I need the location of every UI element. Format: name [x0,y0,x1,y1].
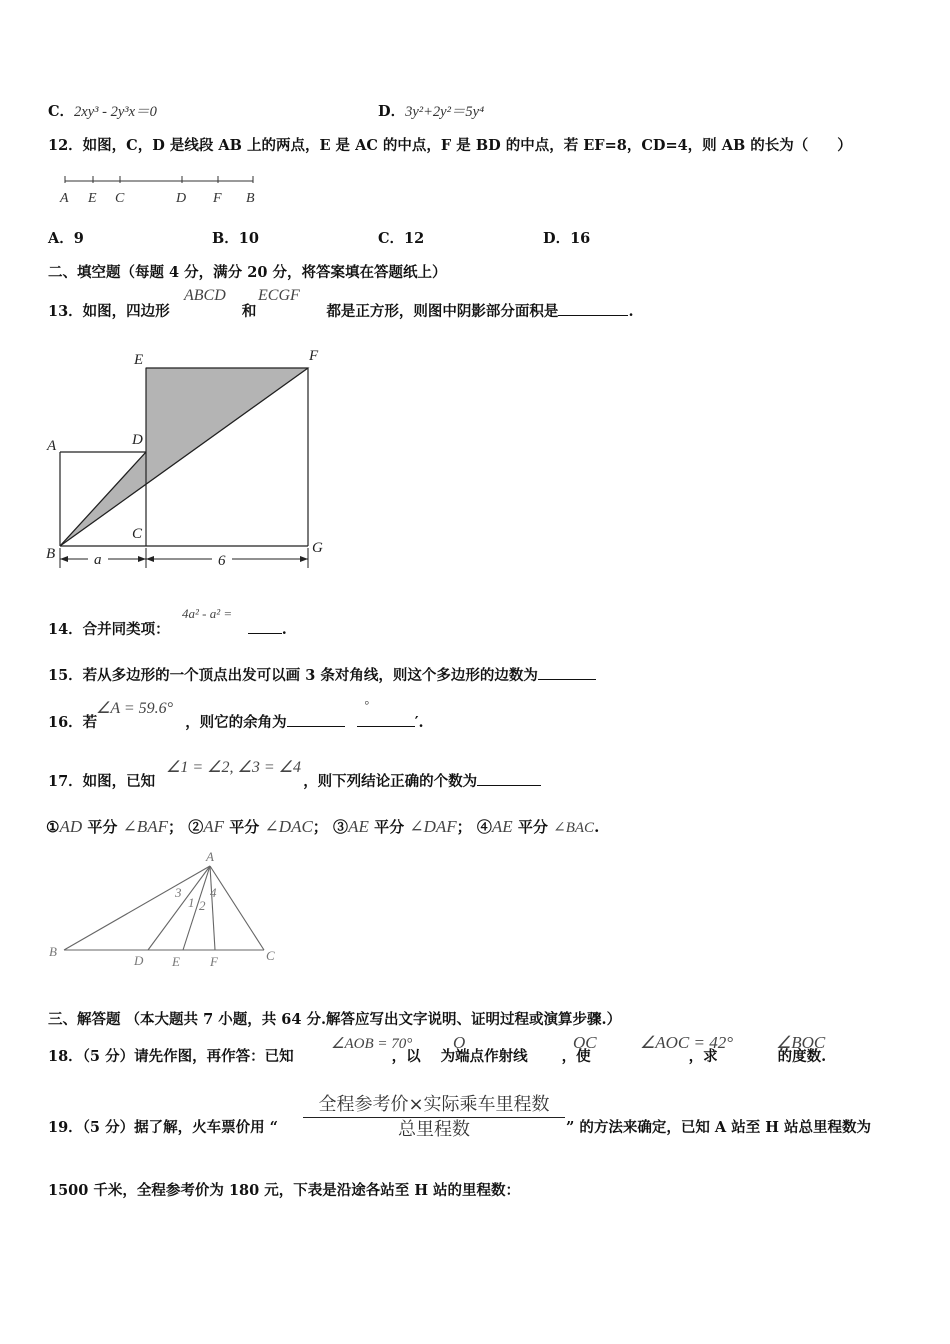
q12-label-c: C [115,191,125,206]
q16-angle-expression: ∠A = 59.6° [96,700,174,717]
q17-triangle-figure [44,846,294,971]
q17-label-angle-3: 3 [175,885,182,900]
q17-segment-af [210,866,215,950]
q13-label-d: D [132,432,143,448]
q18-angle-aob: ∠AOB = 70° [331,1036,413,1052]
q19-question-prefix: 19．（5 分）据了解，火车票价用 “ [48,1119,278,1136]
q13-label-b: B [46,546,56,562]
q13-arrow-head [138,556,146,562]
q12-label-a: A [60,191,69,206]
q17-label-angle-1: 1 [188,895,195,910]
q11-option-d: D．3y²+2y²＝5y⁴ [378,103,485,120]
q12-label-e: E [88,191,97,206]
q19-question-suffix: ” 的方法来确定，已知 A 站至 H 站总里程数为 [566,1119,872,1136]
q12-option-b: B．10 [212,230,259,247]
q11-option-c: C．2xy³ - 2y³x＝0 [48,103,157,120]
q19-question-line2: 1500 千米，全程参考价为 180 元，下表是沿途各站至 H 站的里程数： [48,1182,521,1199]
q17-label-e: E [172,954,180,969]
q17-answer-blank [477,771,541,786]
q12-option-c: C．12 [378,230,425,247]
q17-question: 17．如图，已知 ，则下列结论正确的个数为 [48,771,541,792]
q19-fraction-numerator: 全程参考价×实际乘车里程数 [303,1090,565,1118]
q18-question: 18．（5 分）请先作图，再作答：已知 ，以 为端点作射线 ，使 ，求 的度数. [48,1048,827,1065]
q19-fraction-denominator: 总里程数 [398,1119,470,1140]
q16-question: 16．若 ，则它的余角为 ′. [48,714,424,731]
q12-option-d: D．16 [543,230,591,247]
q12-segment-figure [55,172,275,212]
section2-title: 二、填空题（每题 4 分，满分 20 分，将答案填在答题纸上） [48,264,447,281]
q13-label-f: F [309,348,319,364]
q18-ray-oc: OC [573,1033,597,1052]
q17-label-b: B [49,944,57,959]
q16-degree-mark: ° [364,698,369,712]
q18-angle-boc: ∠BOC [776,1033,826,1052]
q12-label-f: F [213,191,222,206]
q15-answer-blank [538,665,596,680]
section3-title: 三、解答题 （本大题共 7 小题，共 64 分.解答应写出文字说明、证明过程或演算步骤.） [48,1011,622,1028]
q13-label-g: G [312,540,323,556]
q13-arrow-head [146,556,154,562]
q12-label-b: B [246,191,255,206]
q17-label-c: C [266,948,275,963]
q18-point-o: O [453,1033,466,1052]
q13-arrow-head [300,556,308,562]
q16-degree-blank [287,712,345,727]
q12-option-a: A．9 [48,230,84,247]
q13-arrow-head [60,556,68,562]
q17-label-angle-4: 4 [210,885,217,900]
q13-label-e: E [134,352,144,368]
q14-question: 14．合并同类项： . [48,621,287,638]
q13-label-a-length: a [94,552,102,568]
q13-label-a: A [47,438,57,454]
q13-question: 13．如图，四边形 和 都是正方形，则图中阴影部分面积是 . [48,303,634,320]
q15-question: 15．若从多边形的一个顶点出发可以画 3 条对角线，则这个多边形的边数为 [48,665,596,686]
q17-angle-condition: ∠1 = ∠2, ∠3 = ∠4 [166,759,301,776]
q13-squares-figure [44,346,344,581]
q12-label-d: D [176,191,187,206]
q17-label-angle-2: 2 [199,898,206,913]
q17-label-a: A [206,849,214,864]
q12-question: 12．如图，C，D 是线段 AB 上的两点，E 是 AC 的中点，F 是 BD 的中点，若 EF=8，CD=4，则 AB 的长为（ ） [48,137,852,154]
q13-answer-blank [558,301,628,316]
q18-angle-aoc: ∠AOC = 42° [640,1033,734,1052]
q13-label-c: C [132,526,143,542]
q14-answer-blank [248,619,282,634]
q17-label-f: F [210,954,218,969]
q17-side-ac [210,866,264,950]
q13-abcd: ABCD [184,287,226,304]
q11-option-c-expr: 2xy³ - 2y³x＝0 [74,104,157,120]
q11-option-d-expr: 3y²+2y²＝5y⁴ [405,104,485,120]
q14-expression: 4a² - a² = [182,606,233,621]
q17-label-d: D [134,953,144,968]
q13-label-6: 6 [218,553,226,569]
q13-ecgf: ECGF [258,287,300,304]
q17-statements: ①AD 平分 ∠BAF； ②AF 平分 ∠DAC； ③AE 平分 ∠DAF； ④AE 平分 ∠BAC. [46,817,600,836]
q16-minute-blank [357,712,415,727]
